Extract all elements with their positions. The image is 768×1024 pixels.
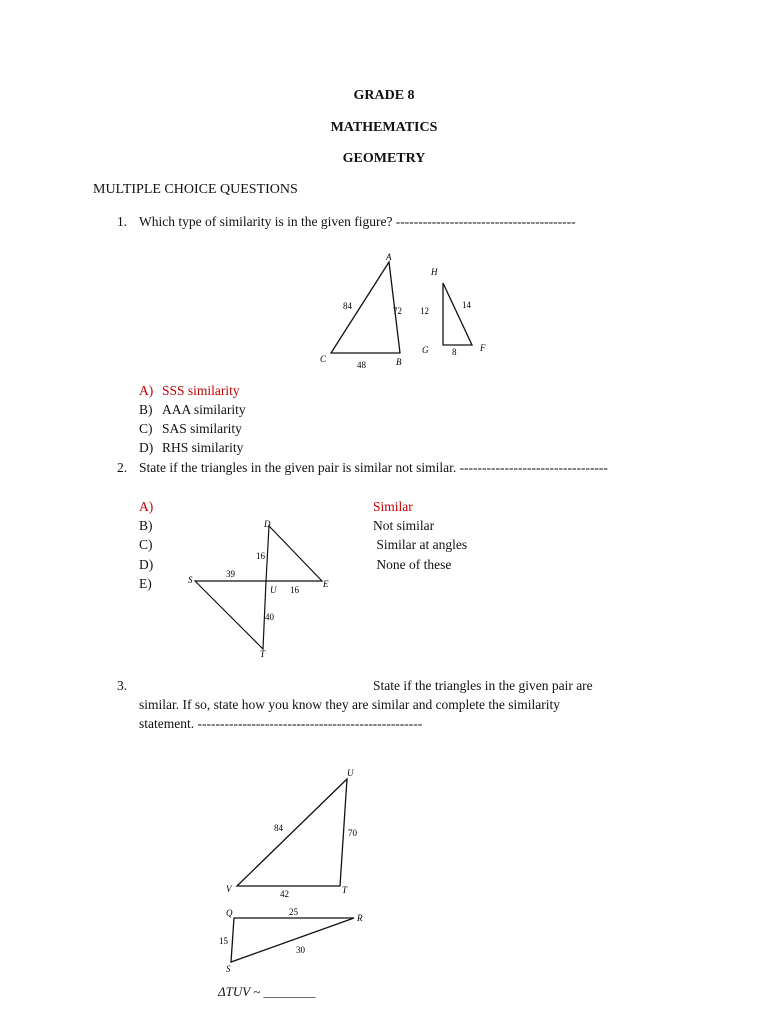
q3-figure-tuv (205, 760, 385, 900)
label-r: R (357, 913, 363, 923)
q2-letter-a: A) (139, 499, 154, 514)
side-vt: 42 (280, 889, 289, 899)
q3-figure-qrs (210, 902, 380, 977)
label-d: D (264, 519, 271, 529)
triangle-due (266, 526, 322, 581)
q3-line2: similar. If so, state how you know they are similar and complete the similarity (139, 697, 561, 712)
label-t: T (260, 649, 266, 659)
side-ut3: 70 (348, 828, 357, 838)
label-a: A (386, 252, 392, 262)
label-b: B (396, 357, 402, 367)
q2-letter-e: E) (139, 576, 152, 591)
side-ue: 16 (290, 585, 299, 595)
side-ca: 84 (343, 301, 352, 311)
label-v3: V (226, 884, 232, 894)
side-rs: 30 (296, 945, 305, 955)
similarity-statement: ΔTUV ~ ________ (218, 984, 316, 999)
triangle-tuv (237, 779, 347, 886)
side-qr: 25 (289, 907, 298, 917)
side-qs: 15 (219, 936, 228, 946)
q3-line1: State if the triangles in the given pair are (373, 678, 593, 693)
side-gf: 8 (452, 347, 457, 357)
label-g: G (422, 345, 429, 355)
q2-answer-similar: Similar (373, 499, 413, 514)
subject-heading: MATHEMATICS (330, 120, 438, 135)
label-s: S (188, 575, 193, 585)
q1-figure (300, 245, 520, 380)
side-vu: 84 (274, 823, 283, 833)
label-u: U (270, 585, 277, 595)
label-u3: U (347, 768, 354, 778)
topic-heading: GEOMETRY (342, 151, 426, 166)
q1-option-c-letter: C) (139, 421, 153, 436)
side-cb: 48 (357, 360, 366, 370)
side-du: 16 (256, 551, 265, 561)
label-f: F (480, 343, 486, 353)
label-e: E (323, 579, 329, 589)
triangle-sut (195, 581, 266, 649)
grade-heading: GRADE 8 (353, 88, 415, 103)
q2-letter-c: C) (139, 537, 153, 552)
q2-answer-none: None of these (373, 557, 452, 572)
q2-answer-not-similar: Not similar (373, 518, 435, 533)
q2-letter-d: D) (139, 557, 154, 572)
q2-text: State if the triangles in the given pair is similar not similar. --------------------------------- (139, 460, 608, 475)
side-su: 39 (226, 569, 235, 579)
q2-number: 2. (117, 460, 128, 475)
q1-option-b-text: AAA similarity (162, 402, 246, 417)
side-hf: 14 (462, 300, 471, 310)
label-s3: S (226, 964, 231, 974)
q2-letter-b: B) (139, 518, 153, 533)
q1-number: 1. (117, 214, 128, 229)
q1-option-a-text: SSS similarity (162, 383, 240, 398)
q1-option-d-letter: D) (139, 440, 154, 455)
label-h: H (431, 267, 438, 277)
side-hg: 12 (420, 306, 429, 316)
q1-text: Which type of similarity is in the given figure? ---------------------------------------- (139, 214, 576, 229)
triangle-abc (331, 262, 400, 353)
label-c: C (320, 354, 327, 364)
q1-option-b-letter: B) (139, 402, 153, 417)
q3-line3: statement. -------------------------------------------------- (139, 716, 423, 731)
label-t3: T (342, 885, 348, 895)
triangle-hgf (443, 283, 472, 345)
q1-option-d-text: RHS similarity (162, 440, 244, 455)
side-ab: 72 (393, 306, 402, 316)
label-q: Q (226, 908, 233, 918)
q2-answer-similar-angles: Similar at angles (373, 537, 468, 552)
q1-option-c-text: SAS similarity (162, 421, 242, 436)
q2-figure (180, 515, 340, 665)
triangle-qrs (231, 918, 354, 962)
side-ut: 40 (265, 612, 274, 622)
section-title: MULTIPLE CHOICE QUESTIONS (93, 182, 298, 197)
q1-option-a-letter: A) (139, 383, 154, 398)
q3-number: 3. (117, 678, 128, 693)
